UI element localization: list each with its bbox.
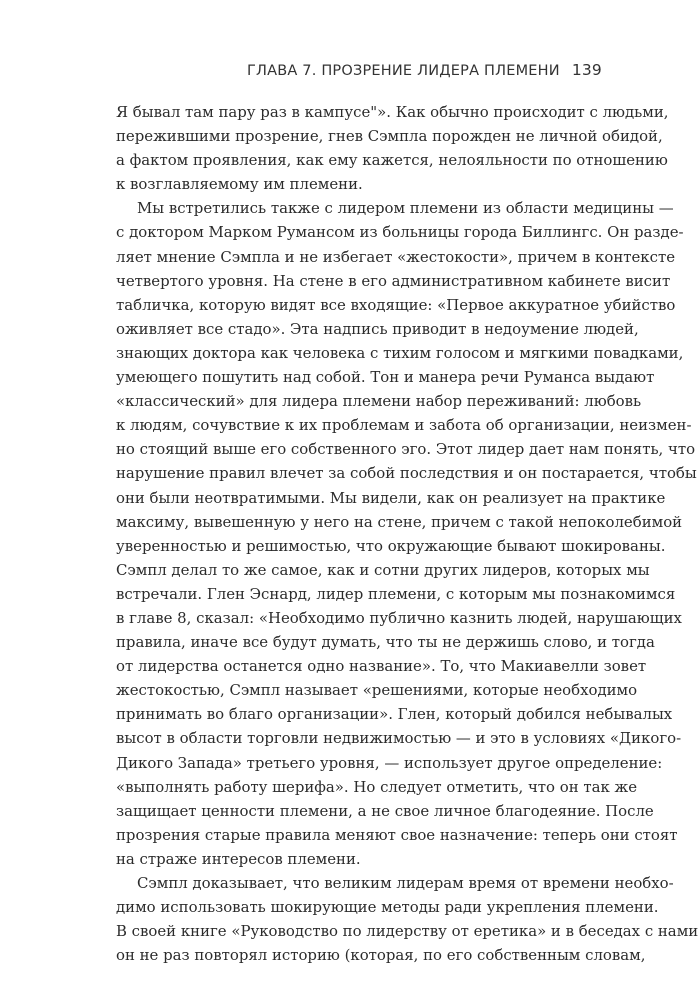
text-line: в главе 8, сказал: «Необходимо публично казнить людей, нарушающих (116, 608, 682, 627)
text-line: прозрения старые правила меняют свое назначение: теперь они стоят (116, 825, 678, 844)
text-line: а фактом проявления, как ему кажется, нелояльности по отношению (116, 151, 668, 170)
text-line: Сэмпл делал то же самое, как и сотни других лидеров, которых мы (116, 560, 650, 579)
text-line: В своей книге «Руководство по лидерству от еретика» и в беседах с нами (116, 922, 699, 941)
text-line: встречали. Глен Эснард, лидер племени, с которым мы познакомимся (116, 584, 676, 603)
text-line: ляет мнение Сэмпла и не избегает «жестокости», причем в контексте (116, 247, 676, 266)
text-line: «выполнять работу шерифа». Но следует отметить, что он так же (116, 777, 638, 796)
text-line: максиму, вывешенную у него на стене, причем с такой непоколебимой (116, 512, 683, 531)
text-line: Я бывал там пару раз в кампусе"». Как обычно происходит с людьми, (116, 103, 669, 121)
text-line: нарушение правил влечет за собой последствия и он постарается, чтобы (116, 464, 697, 483)
text-line: Сэмпл доказывает, что великим лидерам время от времени необхо- (137, 874, 674, 892)
paragraph (116, 196, 697, 871)
text-line: Дикого Запада» третьего уровня, — использует другое определение: (116, 753, 663, 772)
paragraph (116, 100, 669, 196)
chapter-title: ГЛАВА 7. ПРОЗРЕНИЕ ЛИДЕРА ПЛЕМЕНИ (246, 63, 560, 79)
text-line: четвертого уровня. На стене в его административном кабинете висит (116, 271, 671, 290)
text-line: на страже интересов племени. (116, 849, 361, 868)
body-text (116, 100, 699, 967)
text-line: с доктором Марком Румансом из больницы города Биллингс. Он разде- (116, 223, 684, 242)
text-line: пережившими прозрение, гнев Сэмпла порожден не личной обидой, (116, 127, 663, 146)
text-line: правила, иначе все будут думать, что ты не держишь слово, и тогда (116, 633, 655, 652)
text-line: от лидерства останется одно название». То, что Макиавелли зовет (116, 657, 647, 676)
text-line: знающих доктора как человека с тихим голосом и мягкими повадками, (116, 343, 684, 362)
text-line: табличка, которую видят все входящие: «Первое аккуратное убийство (116, 295, 676, 314)
text-line: к возглавляемому им племени. (116, 175, 363, 194)
text-line: но стоящий выше его собственного эго. Этот лидер дает нам понять, что (116, 440, 696, 459)
text-line: «классический» для лидера племени набор переживаний: любовь (116, 392, 642, 411)
text-line: высот в области торговли недвижимостью — и это в условиях «Дикого- (116, 729, 682, 748)
text-line: оживляет все стадо». Эта надпись приводит в недоумение людей, (116, 319, 639, 338)
text-line: защищает ценности племени, а не свое личное благодеяние. После (116, 801, 654, 820)
text-line: они были неотвратимыми. Мы видели, как он реализует на практике (116, 488, 666, 507)
text-line: жестокостью, Сэмпл называет «решениями, которые необходимо (116, 681, 638, 700)
running-head (116, 61, 602, 79)
text-line: к людям, сочувствие к их проблемам и забота об организации, неизмен- (116, 416, 692, 435)
text-line: Мы встретились также с лидером племени из области медицины — (137, 199, 674, 218)
page-number: 139 (571, 61, 602, 79)
text-line: димо использовать шокирующие методы ради укрепления племени. (116, 898, 659, 917)
text-line: умеющего пошутить над собой. Тон и манера речи Руманса выдают (116, 368, 655, 387)
paragraph (116, 871, 699, 967)
text-line: принимать во благо организации». Глен, который добился небывалых (116, 705, 673, 724)
text-line: он не раз повторял историю (которая, по его собственным словам, (116, 946, 646, 965)
text-line: уверенностью и решимостью, что окружающие бывают шокированы. (116, 536, 666, 555)
